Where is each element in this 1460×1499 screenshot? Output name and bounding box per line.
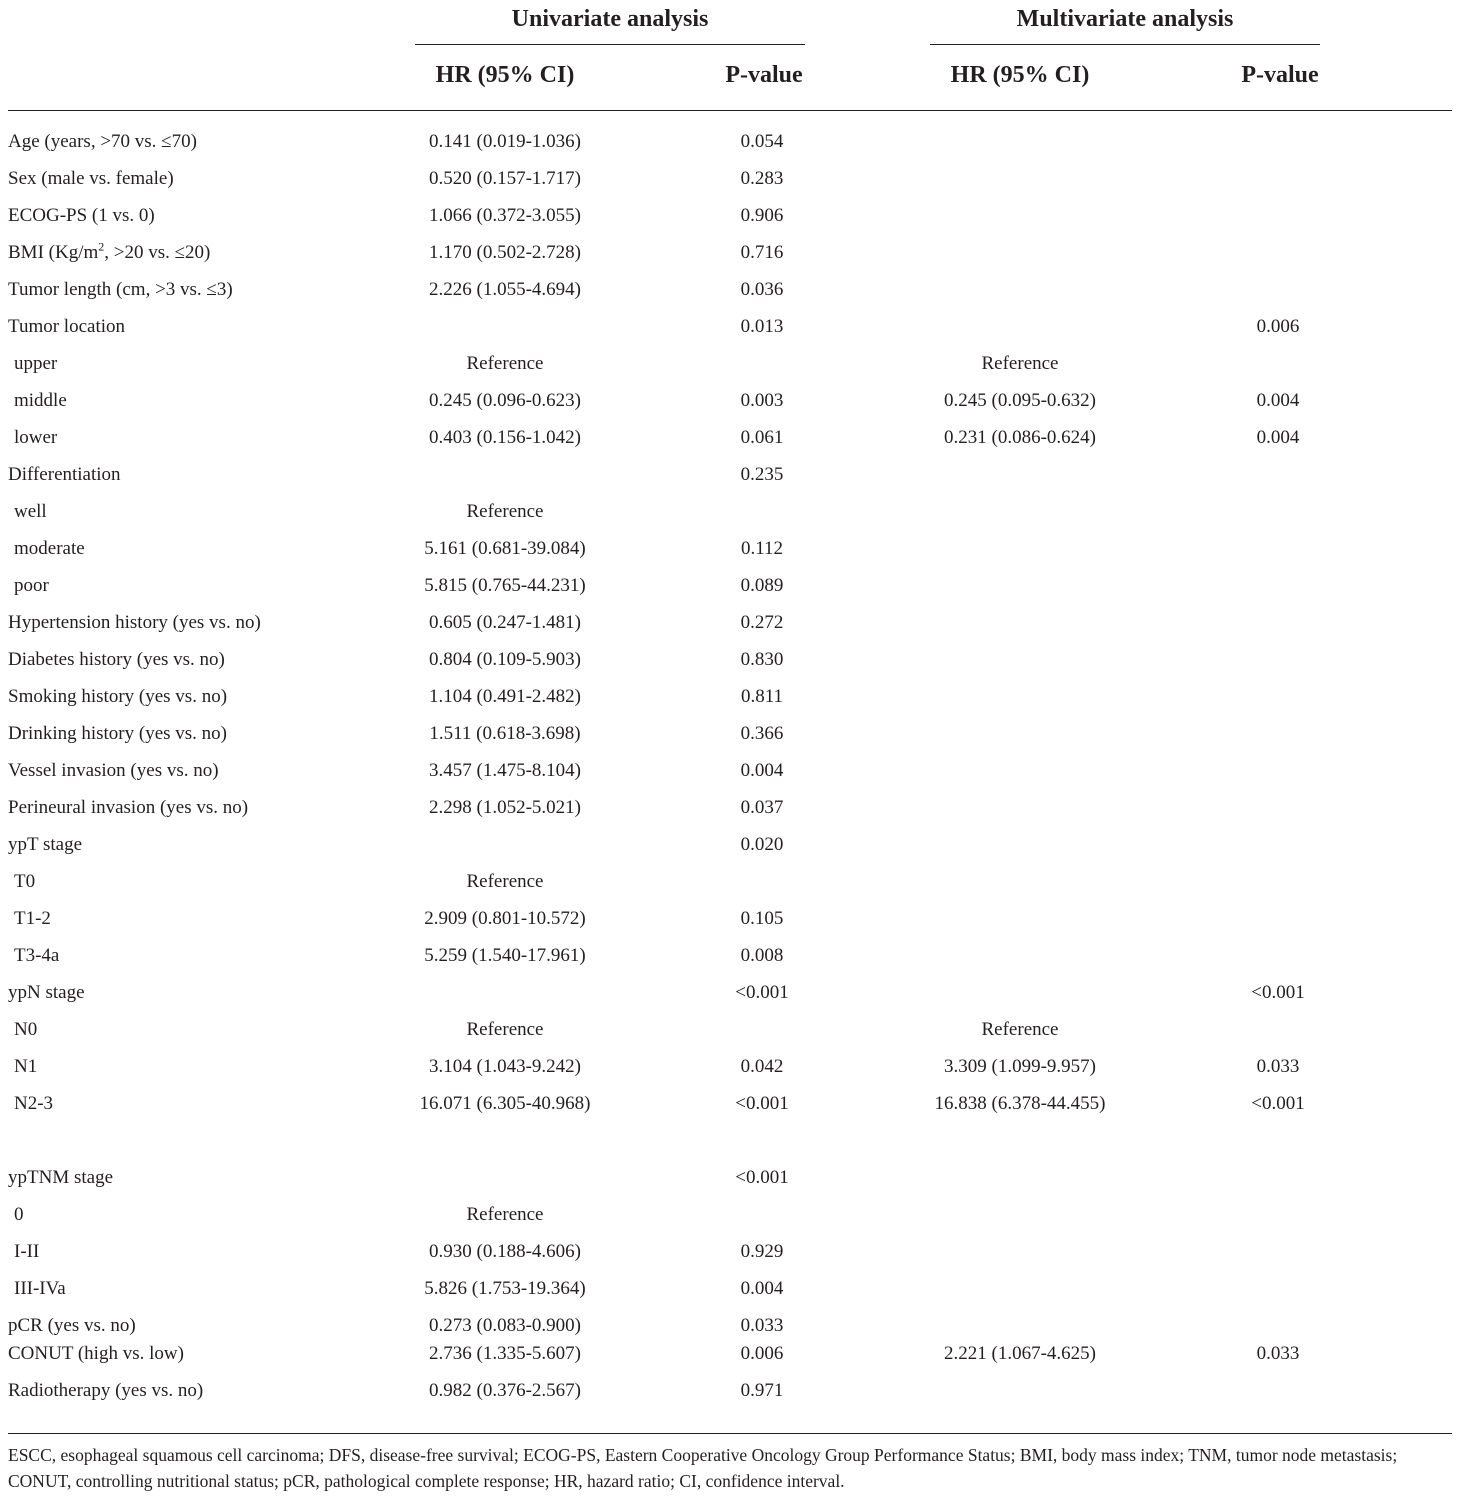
- univariate-hr-cell: 0.982 (0.376-2.567): [429, 1380, 581, 1401]
- row-variable: ypT stage: [8, 834, 83, 855]
- univariate-hr-cell: 3.457 (1.475-8.104): [429, 760, 581, 781]
- univariate-hr-cell: 0.804 (0.109-5.903): [429, 649, 581, 670]
- table-row: [0, 682, 1460, 712]
- table-row: [0, 793, 1460, 823]
- table-row: [0, 460, 1460, 490]
- univariate-p-cell: 0.013: [740, 316, 784, 337]
- row-variable: Perineural invasion (yes vs. no): [8, 797, 249, 818]
- univariate-hr-cell: 0.141 (0.019-1.036): [429, 131, 581, 152]
- multivariate-title: Multivariate analysis: [1016, 6, 1234, 32]
- row-variable-superscript: 2: [98, 239, 105, 254]
- multivariate-hr-cell: Reference: [981, 353, 1059, 374]
- univariate-hr-cell: 2.226 (1.055-4.694): [429, 279, 581, 300]
- table-row: [0, 1339, 1460, 1369]
- table-row: [0, 1200, 1460, 1230]
- row-variable: N1: [14, 1056, 38, 1077]
- row-variable: well: [14, 501, 47, 522]
- univariate-hr-cell: 5.259 (1.540-17.961): [424, 945, 586, 966]
- row-variable: 0: [14, 1204, 24, 1225]
- row-variable: Sex (male vs. female): [8, 168, 174, 189]
- univariate-rule: [415, 44, 805, 45]
- row-variable: III-IVa: [14, 1278, 66, 1299]
- univariate-hr-cell: 0.245 (0.096-0.623): [429, 390, 581, 411]
- univariate-p-cell: 0.366: [740, 723, 784, 744]
- table-row: [0, 201, 1460, 231]
- univariate-hr-cell: 2.298 (1.052-5.021): [429, 797, 581, 818]
- univariate-p-cell: 0.929: [740, 1241, 784, 1262]
- univariate-hr-cell: 1.104 (0.491-2.482): [429, 686, 581, 707]
- univariate-hr-cell: Reference: [466, 1204, 544, 1225]
- univariate-p-cell: 0.033: [740, 1315, 784, 1336]
- row-variable: poor: [14, 575, 49, 596]
- row-variable: N2-3: [14, 1093, 54, 1114]
- univariate-p-cell: 0.006: [740, 1343, 784, 1364]
- multivariate-p-header: P-value: [1241, 62, 1319, 88]
- multivariate-p-cell: <0.001: [1251, 1093, 1305, 1114]
- multivariate-hr-cell: 0.245 (0.095-0.632): [944, 390, 1096, 411]
- row-variable: ypN stage: [8, 982, 85, 1003]
- univariate-hr-cell: 2.736 (1.335-5.607): [429, 1343, 581, 1364]
- univariate-p-cell: 0.235: [740, 464, 784, 485]
- table-row: [0, 1089, 1460, 1119]
- multivariate-rule: [930, 44, 1320, 45]
- table-row: [0, 719, 1460, 749]
- univariate-hr-cell: 16.071 (6.305-40.968): [419, 1093, 591, 1114]
- univariate-hr-cell: 5.161 (0.681-39.084): [424, 538, 586, 559]
- row-variable: T3-4a: [14, 945, 60, 966]
- univariate-hr-cell: 5.826 (1.753-19.364): [424, 1278, 586, 1299]
- row-variable: ypTNM stage: [8, 1167, 114, 1188]
- univariate-hr-cell: 0.273 (0.083-0.900): [429, 1315, 581, 1336]
- univariate-hr-cell: 0.605 (0.247-1.481): [429, 612, 581, 633]
- univariate-p-cell: 0.105: [740, 908, 784, 929]
- univariate-hr-cell: 0.930 (0.188-4.606): [429, 1241, 581, 1262]
- row-variable: CONUT (high vs. low): [8, 1343, 184, 1364]
- row-variable: Tumor location: [8, 316, 125, 337]
- univariate-p-header: P-value: [725, 62, 803, 88]
- multivariate-p-cell: <0.001: [1251, 982, 1305, 1003]
- table-row: [0, 978, 1460, 1008]
- multivariate-p-cell: 0.004: [1256, 390, 1300, 411]
- univariate-p-cell: 0.971: [740, 1380, 784, 1401]
- univariate-p-cell: 0.830: [740, 649, 784, 670]
- multivariate-hr-cell: 0.231 (0.086-0.624): [944, 427, 1096, 448]
- multivariate-p-cell: 0.033: [1256, 1343, 1300, 1364]
- univariate-p-cell: 0.036: [740, 279, 784, 300]
- row-variable: Diabetes history (yes vs. no): [8, 649, 225, 670]
- multivariate-p-cell: 0.004: [1256, 427, 1300, 448]
- univariate-p-cell: 0.004: [740, 1278, 784, 1299]
- univariate-p-cell: 0.020: [740, 834, 784, 855]
- univariate-hr-cell: 0.403 (0.156-1.042): [429, 427, 581, 448]
- univariate-hr-header: HR (95% CI): [435, 62, 575, 88]
- univariate-p-cell: 0.042: [740, 1056, 784, 1077]
- table-row: [0, 1311, 1460, 1341]
- table-row: [0, 534, 1460, 564]
- table-row: [0, 386, 1460, 416]
- univariate-p-cell: 0.811: [740, 686, 784, 707]
- univariate-hr-cell: 2.909 (0.801-10.572): [424, 908, 586, 929]
- univariate-title: Univariate analysis: [511, 6, 709, 32]
- row-variable: [8, 238, 210, 268]
- table-row: [0, 608, 1460, 638]
- row-variable: upper: [14, 353, 58, 374]
- table-row: [0, 867, 1460, 897]
- table-row: [0, 238, 1460, 268]
- table-row: [0, 127, 1460, 157]
- row-variable: Hypertension history (yes vs. no): [8, 612, 261, 633]
- row-variable: I-II: [14, 1241, 40, 1262]
- table-row: [0, 164, 1460, 194]
- table-row: [0, 904, 1460, 934]
- univariate-hr-cell: 1.066 (0.372-3.055): [429, 205, 581, 226]
- univariate-p-cell: 0.272: [740, 612, 784, 633]
- row-variable: N0: [14, 1019, 38, 1040]
- row-variable: Radiotherapy (yes vs. no): [8, 1380, 204, 1401]
- univariate-hr-cell: Reference: [466, 871, 544, 892]
- table-row: [0, 1052, 1460, 1082]
- univariate-p-cell: 0.061: [740, 427, 784, 448]
- univariate-p-cell: 0.112: [740, 538, 784, 559]
- univariate-hr-cell: 5.815 (0.765-44.231): [424, 575, 586, 596]
- univariate-p-cell: 0.716: [740, 242, 784, 263]
- table-row: [0, 349, 1460, 379]
- table-row: [0, 275, 1460, 305]
- row-variable-tail: , >20 vs. ≤20): [104, 242, 211, 263]
- univariate-p-cell: 0.906: [740, 205, 784, 226]
- table-row: [0, 1015, 1460, 1045]
- table-row: [0, 756, 1460, 786]
- univariate-p-cell: 0.037: [740, 797, 784, 818]
- row-variable: Differentiation: [8, 464, 121, 485]
- row-variable: middle: [14, 390, 67, 411]
- univariate-p-cell: 0.003: [740, 390, 784, 411]
- multivariate-hr-header: HR (95% CI): [950, 62, 1090, 88]
- row-variable: T1-2: [14, 908, 51, 929]
- table-row: [0, 1376, 1460, 1406]
- footer-rule: [8, 1433, 1452, 1434]
- row-variable-text: BMI (Kg/m: [8, 242, 99, 263]
- multivariate-hr-cell: 2.221 (1.067-4.625): [944, 1343, 1096, 1364]
- multivariate-p-cell: 0.006: [1256, 316, 1300, 337]
- multivariate-p-cell: 0.033: [1256, 1056, 1300, 1077]
- table-row: [0, 571, 1460, 601]
- univariate-p-cell: 0.283: [740, 168, 784, 189]
- univariate-p-cell: 0.054: [740, 131, 784, 152]
- table-row: [0, 312, 1460, 342]
- row-variable: moderate: [14, 538, 85, 559]
- row-variable: lower: [14, 427, 58, 448]
- table-row: [0, 1237, 1460, 1267]
- row-variable: Vessel invasion (yes vs. no): [8, 760, 219, 781]
- table-row: [0, 1274, 1460, 1304]
- row-variable: pCR (yes vs. no): [8, 1315, 136, 1336]
- table-row: [0, 1163, 1460, 1193]
- univariate-p-cell: <0.001: [735, 1167, 789, 1188]
- univariate-p-cell: <0.001: [735, 1093, 789, 1114]
- row-variable: T0: [14, 871, 36, 892]
- row-variable: Tumor length (cm, >3 vs. ≤3): [8, 279, 233, 300]
- row-variable: Age (years, >70 vs. ≤70): [8, 131, 197, 152]
- row-variable: ECOG-PS (1 vs. 0): [8, 205, 155, 226]
- table-row: [0, 645, 1460, 675]
- univariate-hr-cell: 0.520 (0.157-1.717): [429, 168, 581, 189]
- multivariate-hr-cell: 3.309 (1.099-9.957): [944, 1056, 1096, 1077]
- table-footnote: ESCC, esophageal squamous cell carcinoma; DFS, disease-free survival; ECOG-PS, Eastern Cooperative Oncology Group Performance Status; BMI, body mass index; TNM, tumor node metastasis; CONUT, controlling nutritional status; pCR, pathological complete response; HR, hazard ratio; CI, confidence interval.: [8, 1445, 1398, 1491]
- table-row: [0, 941, 1460, 971]
- row-variable: Smoking history (yes vs. no): [8, 686, 228, 707]
- univariate-p-cell: <0.001: [735, 982, 789, 1003]
- row-variable: Drinking history (yes vs. no): [8, 723, 228, 744]
- univariate-p-cell: 0.008: [740, 945, 784, 966]
- univariate-hr-cell: 3.104 (1.043-9.242): [429, 1056, 581, 1077]
- table-row: [0, 830, 1460, 860]
- header-rule: [8, 110, 1452, 111]
- table-row: [0, 423, 1460, 453]
- univariate-hr-cell: 1.511 (0.618-3.698): [429, 723, 581, 744]
- univariate-p-cell: 0.004: [740, 760, 784, 781]
- univariate-hr-cell: Reference: [466, 353, 544, 374]
- univariate-hr-cell: Reference: [466, 1019, 544, 1040]
- table-row: [0, 497, 1460, 527]
- multivariate-hr-cell: Reference: [981, 1019, 1059, 1040]
- univariate-p-cell: 0.089: [740, 575, 784, 596]
- univariate-hr-cell: Reference: [466, 501, 544, 522]
- multivariate-hr-cell: 16.838 (6.378-44.455): [934, 1093, 1106, 1114]
- univariate-hr-cell: 1.170 (0.502-2.728): [429, 242, 581, 263]
